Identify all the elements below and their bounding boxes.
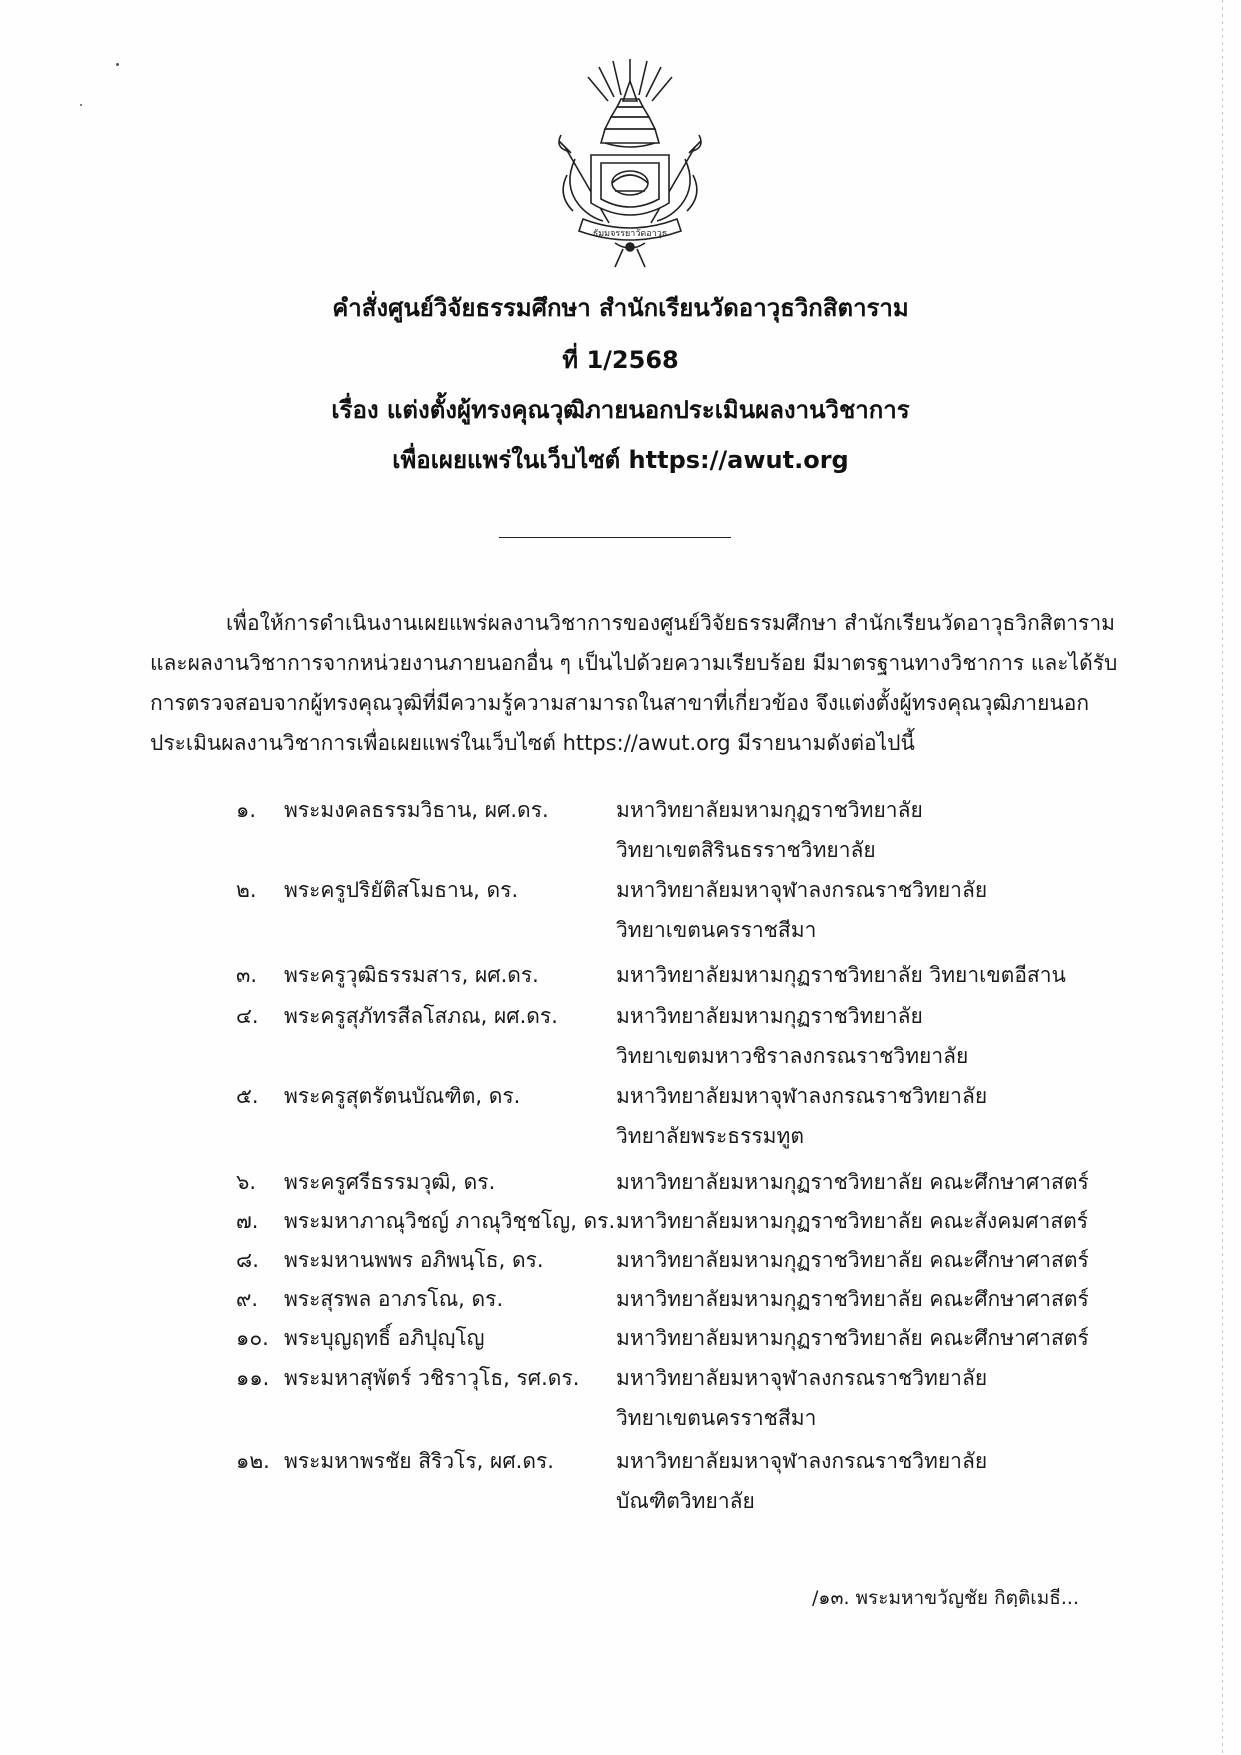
member-name: พระมหาพรชัย สิริวโร, ผศ.ดร. xyxy=(284,1449,554,1473)
member-number: ๕. xyxy=(236,1084,259,1108)
member-name: พระครูสุภัทรสีลโสภณ, ผศ.ดร. xyxy=(284,1004,558,1028)
list-item xyxy=(0,1318,1241,1358)
list-item xyxy=(0,955,1241,995)
member-name: พระครูปริยัติสโมธาน, ดร. xyxy=(284,878,519,902)
member-name: พระมหานพพร อภิพนฺโธ, ดร. xyxy=(284,1248,544,1272)
paragraph-line-4: ประเมินผลงานวิชาการเพื่อเผยแพร่ในเว็บไซต์ https://awut.org มีรายนามดังต่อไปนี้ xyxy=(150,731,915,755)
member-number: ๑๒. xyxy=(236,1449,270,1473)
list-item-continuation xyxy=(0,830,1241,870)
header-divider xyxy=(499,537,731,538)
member-number: ๑. xyxy=(236,798,257,822)
list-item-continuation xyxy=(0,1036,1241,1076)
member-name: พระสุรพล อาภรโณ, ดร. xyxy=(284,1287,504,1311)
member-affiliation: มหาวิทยาลัยมหาจุฬาลงกรณราชวิทยาลัย xyxy=(616,1084,988,1108)
list-item xyxy=(0,1240,1241,1280)
member-affiliation: มหาวิทยาลัยมหามกุฏราชวิทยาลัย คณะศึกษาศาสตร์ xyxy=(616,1326,1089,1350)
list-item xyxy=(0,870,1241,910)
member-affiliation: มหาวิทยาลัยมหาจุฬาลงกรณราชวิทยาลัย xyxy=(616,1366,988,1390)
member-affiliation-line2: วิทยาเขตมหาวชิราลงกรณราชวิทยาลัย xyxy=(616,1044,969,1068)
member-affiliation: มหาวิทยาลัยมหาจุฬาลงกรณราชวิทยาลัย xyxy=(616,878,988,902)
member-affiliation-line2: วิทยาเขตนครราชสีมา xyxy=(616,918,817,942)
list-item xyxy=(0,1441,1241,1481)
order-subject-line2: เพื่อเผยแพร่ในเว็บไซต์ https://awut.org xyxy=(392,446,849,474)
list-item-continuation xyxy=(0,1481,1241,1521)
list-item-continuation xyxy=(0,1116,1241,1156)
member-affiliation-line2: บัณฑิตวิทยาลัย xyxy=(616,1489,755,1513)
member-name: พระครูศรีธรรมวุฒิ, ดร. xyxy=(284,1170,496,1194)
member-affiliation: มหาวิทยาลัยมหามกุฏราชวิทยาลัย วิทยาเขตอีสาน xyxy=(616,963,1066,987)
scan-speck xyxy=(80,104,82,106)
member-affiliation: มหาวิทยาลัยมหามกุฏราชวิทยาลัย คณะศึกษาศาสตร์ xyxy=(616,1248,1089,1272)
member-number: ๖. xyxy=(236,1170,257,1194)
member-number: ๒. xyxy=(236,878,257,902)
member-affiliation: มหาวิทยาลัยมหามกุฏราชวิทยาลัย คณะสังคมศาสตร์ xyxy=(616,1209,1089,1233)
list-item xyxy=(0,790,1241,830)
member-number: ๔. xyxy=(236,1004,259,1028)
list-item xyxy=(0,1279,1241,1319)
list-item-continuation xyxy=(0,1398,1241,1438)
member-number: ๑๐. xyxy=(236,1326,269,1350)
member-affiliation-line2: วิทยาเขตสิรินธรราชวิทยาลัย xyxy=(616,838,876,862)
member-name: พระมงคลธรรมวิธาน, ผศ.ดร. xyxy=(284,798,549,822)
member-name: พระมหาสุพัตร์ วชิราวุโธ, รศ.ดร. xyxy=(284,1366,580,1390)
list-item xyxy=(0,1162,1241,1202)
member-affiliation-line2: วิทยาลัยพระธรรมทูต xyxy=(616,1124,805,1148)
institution-seal-icon xyxy=(545,55,715,270)
member-name: พระครูวุฒิธรรมสาร, ผศ.ดร. xyxy=(284,963,539,987)
member-name: พระบุญฤทธิ์ อภิปุญฺโญ xyxy=(284,1326,485,1350)
order-number: ที่ 1/2568 xyxy=(562,346,679,374)
member-affiliation: มหาวิทยาลัยมหามกุฏราชวิทยาลัย คณะศึกษาศาสตร์ xyxy=(616,1287,1089,1311)
order-subject: เรื่อง แต่งตั้งผู้ทรงคุณวุฒิภายนอกประเมินผลงานวิชาการ xyxy=(331,396,910,424)
member-number: ๗. xyxy=(236,1209,259,1233)
member-affiliation-line2: วิทยาเขตนครราชสีมา xyxy=(616,1406,817,1430)
scan-speck xyxy=(116,63,119,66)
member-number: ๘. xyxy=(236,1248,259,1272)
member-number: ๙. xyxy=(236,1287,259,1311)
member-number: ๓. xyxy=(236,963,258,987)
order-title: คำสั่งศูนย์วิจัยธรรมศึกษา สำนักเรียนวัดอาวุธวิกสิตาราม xyxy=(332,294,909,322)
list-item xyxy=(0,1076,1241,1116)
member-affiliation: มหาวิทยาลัยมหามกุฏราชวิทยาลัย คณะศึกษาศาสตร์ xyxy=(616,1170,1089,1194)
list-item-continuation xyxy=(0,910,1241,950)
member-name: พระครูสุตรัตนบัณฑิต, ดร. xyxy=(284,1084,521,1108)
member-affiliation: มหาวิทยาลัยมหามกุฏราชวิทยาลัย xyxy=(616,1004,923,1028)
member-affiliation: มหาวิทยาลัยมหามกุฏราชวิทยาลัย xyxy=(616,798,923,822)
list-item xyxy=(0,996,1241,1036)
member-name: พระมหาภาณุวิชญ์ ภาณุวิชฺชโญ, ดร. xyxy=(284,1209,616,1233)
member-affiliation: มหาวิทยาลัยมหาจุฬาลงกรณราชวิทยาลัย xyxy=(616,1449,988,1473)
seal-banner-text: ธัมมจรรยาวัดอาวุธ xyxy=(592,229,668,239)
paragraph-line-3: การตรวจสอบจากผู้ทรงคุณวุฒิที่มีความรู้ความสามารถในสาขาที่เกี่ยวข้อง จึงแต่งตั้งผู้ทรงคุณวุฒิภายนอก xyxy=(150,691,1090,715)
list-item xyxy=(0,1201,1241,1241)
list-item xyxy=(0,1358,1241,1398)
paragraph-line-1: เพื่อให้การดำเนินงานเผยแพร่ผลงานวิชาการของศูนย์วิจัยธรรมศึกษา สำนักเรียนวัดอาวุธวิกสิตาราม xyxy=(226,611,1115,635)
continuation-note: /๑๓. พระมหาขวัญชัย กิตฺติเมธี... xyxy=(812,1587,1080,1609)
paragraph-line-2: และผลงานวิชาการจากหน่วยงานภายนอกอื่น ๆ เป็นไปด้วยความเรียบร้อย มีมาตรฐานทางวิชาการ และได้รับ xyxy=(150,651,1118,675)
member-number: ๑๑. xyxy=(236,1366,270,1390)
